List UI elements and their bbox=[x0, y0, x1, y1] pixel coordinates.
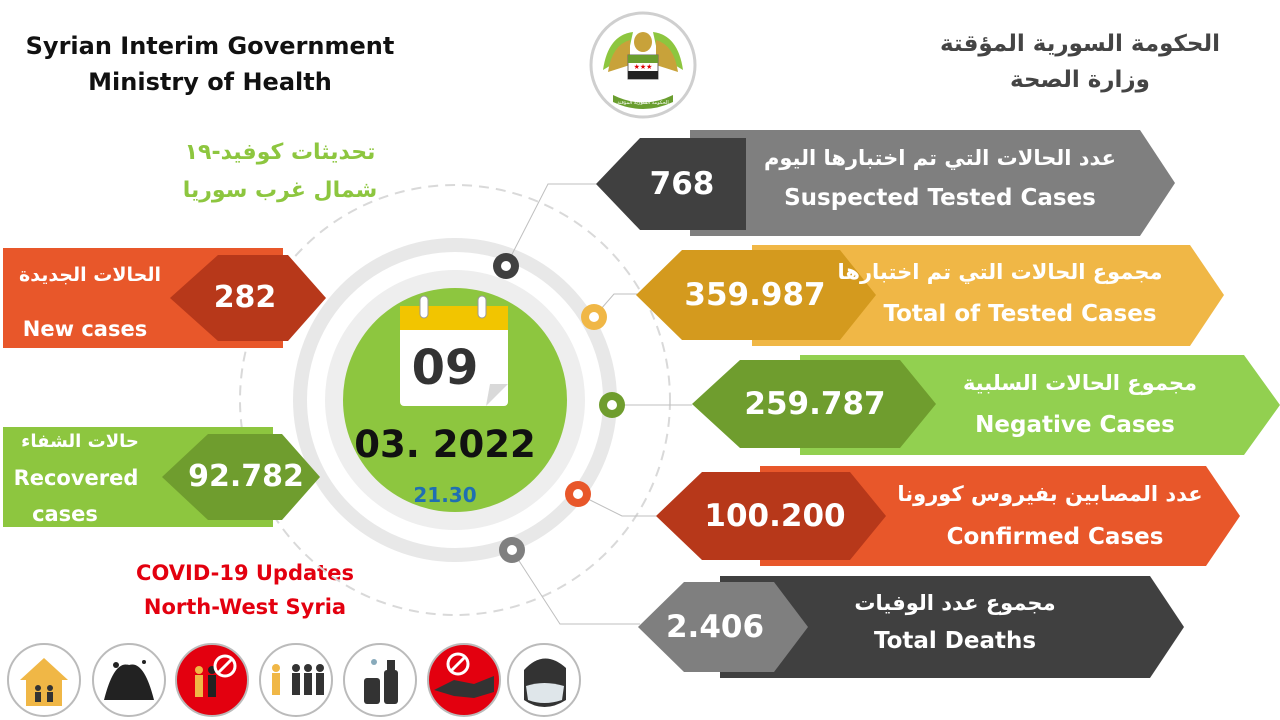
new-cases-label-en: New cases bbox=[22, 317, 148, 341]
total-tested-value: 359.987 bbox=[684, 277, 826, 313]
negative-label-en: Negative Cases bbox=[975, 412, 1175, 438]
subtitle-english-line1: COVID-19 Updates bbox=[136, 561, 354, 585]
date-month-year: 03. 2022 bbox=[354, 423, 536, 466]
header-english-line2: Ministry of Health bbox=[88, 68, 332, 96]
dot-2 bbox=[581, 304, 607, 330]
dot-1 bbox=[493, 253, 519, 279]
negative-value: 259.787 bbox=[744, 386, 886, 422]
new-cases-label-ar: الحالات الجديدة bbox=[19, 264, 161, 286]
suspected-value: 768 bbox=[649, 166, 715, 202]
subtitle-arabic-line1: تحديثات كوفيد-١٩ bbox=[184, 140, 376, 165]
face-mask-icon bbox=[508, 644, 580, 716]
recovered-value: 92.782 bbox=[188, 459, 304, 494]
recovered-label-ar: حالات الشفاء bbox=[21, 431, 139, 452]
prevention-icons bbox=[4, 640, 584, 720]
recovered-label-en-1: Recovered bbox=[13, 466, 139, 490]
confirmed-label-ar: عدد المصابين بفيروس كورونا bbox=[897, 482, 1203, 506]
dot-3 bbox=[599, 392, 625, 418]
suspected-label-en: Suspected Tested Cases bbox=[784, 185, 1096, 211]
total-tested-label-ar: مجموع الحالات التي تم اختبارها bbox=[837, 260, 1163, 284]
date-day: 09 bbox=[411, 340, 479, 396]
date-time: 21.30 bbox=[413, 483, 477, 507]
suspected-label-ar: عدد الحالات التي تم اختبارها اليوم bbox=[763, 146, 1117, 170]
no-gathering-icon bbox=[176, 644, 248, 716]
svg-text:★★★: ★★★ bbox=[633, 63, 653, 71]
header-english-line1: Syrian Interim Government bbox=[25, 32, 395, 60]
total-tested-label-en: Total of Tested Cases bbox=[883, 301, 1157, 327]
no-handshake-icon bbox=[428, 644, 500, 716]
subtitle-english-line2: North-West Syria bbox=[143, 595, 347, 619]
dot-5 bbox=[499, 537, 525, 563]
deaths-label-ar: مجموع عدد الوفيات bbox=[854, 591, 1056, 615]
hand-washing-icon bbox=[93, 644, 165, 716]
social-distance-icon bbox=[260, 644, 332, 716]
negative-label-ar: مجموع الحالات السلبية bbox=[962, 371, 1198, 395]
stay-home-icon bbox=[8, 644, 80, 716]
header-arabic-line1: الحكومة السورية المؤقتة bbox=[939, 31, 1221, 57]
header-arabic-line2: وزارة الصحة bbox=[1010, 67, 1150, 93]
confirmed-label-en: Confirmed Cases bbox=[946, 524, 1164, 550]
confirmed-value: 100.200 bbox=[704, 498, 846, 534]
sanitizer-icon bbox=[344, 644, 416, 716]
subtitle-arabic-line2: شمال غرب سوريا bbox=[182, 178, 378, 203]
deaths-label-en: Total Deaths bbox=[873, 628, 1037, 654]
new-cases-value: 282 bbox=[213, 280, 277, 315]
dot-4 bbox=[565, 481, 591, 507]
deaths-value: 2.406 bbox=[665, 609, 765, 645]
emblem-caption: الحكومة السورية المؤقتة bbox=[617, 100, 669, 106]
recovered-label-en-2: cases bbox=[32, 502, 98, 526]
